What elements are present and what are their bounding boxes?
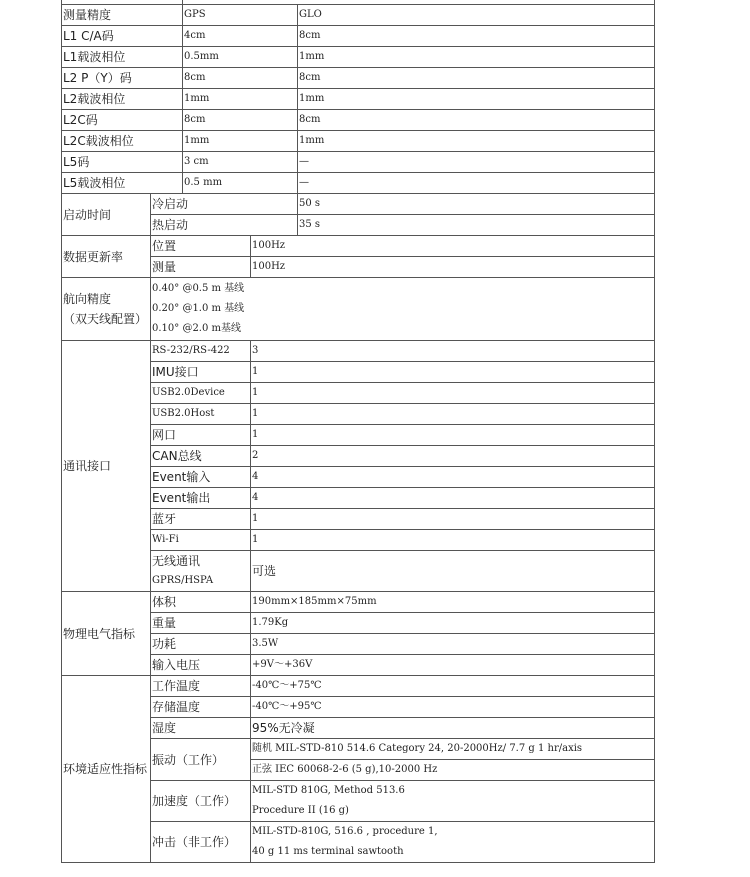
row-value [251,781,655,822]
row-label: 测量 [151,257,251,278]
gps-value: 0.5 mm [183,173,298,194]
heading-title-line1: 航向精度 [63,292,112,306]
table-row [62,697,655,718]
row-value: 正弦 IEC 60068-2-6 (5 g),10-2000 Hz [251,760,655,781]
row-label: Event输出 [151,488,251,509]
row-label: Event输入 [151,467,251,488]
glo-value: — [298,173,655,194]
row-value: 1 [251,425,655,446]
row-label: USB2.0Device [151,383,251,404]
table-row [62,718,655,739]
table-row [62,634,655,655]
row-value: 1 [251,362,655,383]
table-row [62,530,655,551]
table-row [62,194,655,215]
row-label: RS-232/RS-422 [151,341,251,362]
row-value: 50 s [298,194,655,215]
row-label: CAN总线 [151,446,251,467]
gps-value: 1mm [183,89,298,110]
row-label: L2 P（Y）码 [62,68,183,89]
row-value: 1 [251,530,655,551]
row-label: 位置 [151,236,251,257]
table-row [62,467,655,488]
glo-value: 8cm [298,68,655,89]
glo-value: 1mm [298,47,655,68]
row-value: 随机 MIL-STD-810 514.6 Category 24, 20-2000Hz/ 7.7 g 1 hr/axis [251,739,655,760]
table-row [62,739,655,760]
shock-line1: MIL-STD-810G, 516.6 , procedure 1, [252,826,438,837]
row-value: -40℃～+95℃ [251,697,655,718]
row-label: 工作温度 [151,676,251,697]
col-glo: GLO [298,5,655,26]
table-row [62,278,655,341]
table-row [62,47,655,68]
row-label: 体积 [151,592,251,613]
gps-value: 1mm [183,131,298,152]
row-value: 4 [251,467,655,488]
table-row [62,676,655,697]
table-row [62,26,655,47]
table-row [62,215,655,236]
gps-value: 8cm [183,110,298,131]
table-row [62,404,655,425]
heading-line: 0.20° @1.0 m 基线 [152,303,245,314]
row-label: USB2.0Host [151,404,251,425]
table-row [62,509,655,530]
table-row [62,341,655,362]
row-value [251,822,655,863]
acc-line1: MIL-STD 810G, Method 513.6 [252,785,405,796]
precision-title: 测量精度 [62,5,183,26]
row-label: 网口 [151,425,251,446]
table-row [62,592,655,613]
table-row [62,152,655,173]
table-row [62,488,655,509]
row-value: +9V～+36V [251,655,655,676]
table-row [62,173,655,194]
row-value: 1 [251,509,655,530]
row-label: L1载波相位 [62,47,183,68]
row-label: 存储温度 [151,697,251,718]
heading-line: 0.10° @2.0 m基线 [152,323,242,334]
row-value: 1 [251,404,655,425]
row-label: L5码 [62,152,183,173]
glo-value: 8cm [298,110,655,131]
table-row [62,613,655,634]
table-row [62,257,655,278]
heading-values [151,278,655,341]
table-row [62,110,655,131]
row-label: 功耗 [151,634,251,655]
row-label: 振动（工作） [151,739,251,781]
row-value: 100Hz [251,257,655,278]
row-value: 3 [251,341,655,362]
row-value: 1.79Kg [251,613,655,634]
row-value: 2 [251,446,655,467]
environment-title: 环境适应性指标 [62,676,151,863]
heading-title [62,278,151,341]
row-value: 1 [251,383,655,404]
row-label: Wi-Fi [151,530,251,551]
row-value: 100Hz [251,236,655,257]
table-row [62,551,655,592]
row-label: 湿度 [151,718,251,739]
row-label: 热启动 [151,215,298,236]
row-label: 冷启动 [151,194,298,215]
wireless-label-line1: 无线通讯 [152,554,201,568]
row-label: 蓝牙 [151,509,251,530]
table-row [62,425,655,446]
row-label: IMU接口 [151,362,251,383]
glo-value: 1mm [298,131,655,152]
comm-title: 通讯接口 [62,341,151,592]
gps-value: 0.5mm [183,47,298,68]
table-row [62,655,655,676]
gps-value: 3 cm [183,152,298,173]
row-label: L2C载波相位 [62,131,183,152]
row-value: 3.5W [251,634,655,655]
row-value: 190mm×185mm×75mm [251,592,655,613]
shock-line2: 40 g 11 ms terminal sawtooth [252,846,404,857]
row-label: 重量 [151,613,251,634]
table-row [62,781,655,822]
acc-line2: Procedure II (16 g) [252,805,349,816]
table-row [62,236,655,257]
heading-title-line2: （双天线配置） [63,312,148,326]
glo-value: 1mm [298,89,655,110]
table-row [62,446,655,467]
heading-line: 0.40° @0.5 m 基线 [152,283,245,294]
row-value: 95%无冷凝 [251,718,655,739]
row-label: L2载波相位 [62,89,183,110]
startup-title: 启动时间 [62,194,151,236]
row-label: 冲击（非工作） [151,822,251,863]
update-rate-title: 数据更新率 [62,236,151,278]
glo-value: — [298,152,655,173]
row-label: 输入电压 [151,655,251,676]
spec-table [61,0,655,863]
physical-title: 物理电气指标 [62,592,151,676]
table-row [62,131,655,152]
precision-header-row [62,5,655,26]
gps-value: 8cm [183,68,298,89]
row-value: -40℃～+75℃ [251,676,655,697]
row-label: 加速度（工作） [151,781,251,822]
wireless-label [151,551,251,592]
table-row [62,362,655,383]
glo-value: 8cm [298,26,655,47]
spec-table-container [61,0,654,861]
wireless-value: 可选 [251,551,655,592]
gps-value: 4cm [183,26,298,47]
row-value: 35 s [298,215,655,236]
row-value: 4 [251,488,655,509]
table-row [62,68,655,89]
row-label: L1 C/A码 [62,26,183,47]
table-row [62,822,655,863]
row-label: L2C码 [62,110,183,131]
table-row [62,383,655,404]
table-row [62,89,655,110]
col-gps: GPS [183,5,298,26]
row-label: L5载波相位 [62,173,183,194]
wireless-label-line2: GPRS/HSPA [152,575,214,586]
